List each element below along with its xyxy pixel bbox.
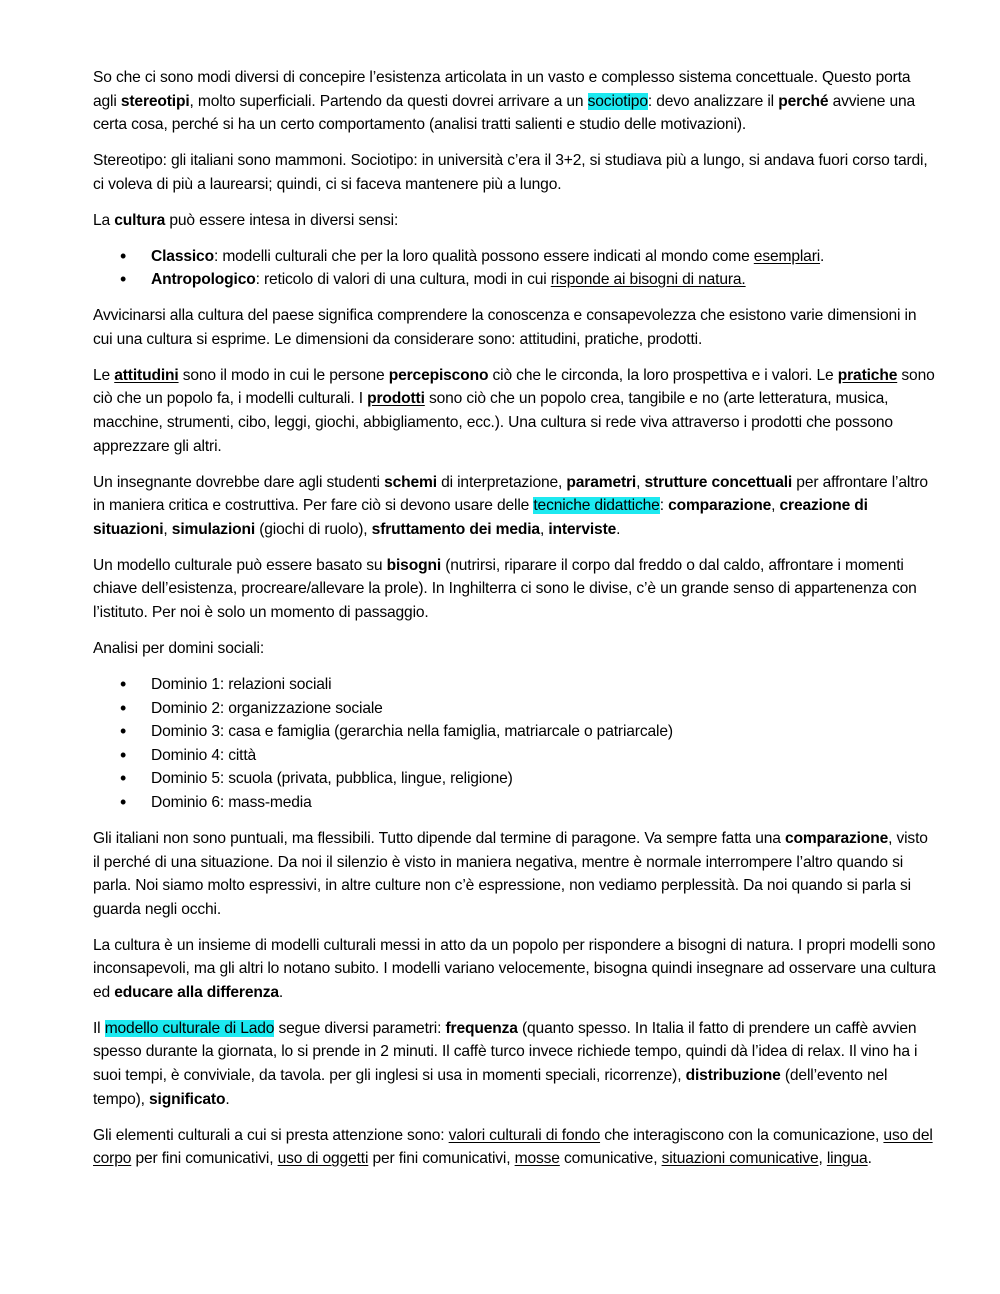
underlined-term: uso del corpo [93,1126,933,1168]
text-run: , [636,473,645,491]
text-run: , molto superficiali. Partendo da questi dovrei arrivare a un [189,92,588,110]
bold-term: sfruttamento dei media [371,520,540,538]
list-item [93,697,938,721]
highlighted-term: sociotipo [587,92,648,110]
paragraph-modello-bisogni [93,554,938,625]
text-run: avviene una certa cosa, perché si ha un certo comportamento (analisi tratti salienti e studio delle motivazioni). [93,92,916,134]
list-item [93,245,938,269]
bold-term: distribuzione [685,1067,781,1085]
text-run: (nutrirsi, riparare il corpo dal freddo o dal caldo, affrontare i momenti chiave dell’esistenza, procreare/allevare la prole). In Inghilterra ci sono le divise, c’è un grande senso di appartenenza con l’istituto. Per noi è solo un momento di passaggio. [93,556,917,622]
bold-term: significato [149,1090,226,1108]
text-run: : [659,497,669,515]
bold-term: creazione di situazioni [93,497,868,538]
paragraph-modello-lado [93,1017,938,1111]
text-run: , [818,1150,827,1168]
bold-term: percepiscono [388,366,489,384]
text-run: per fini comunicativi, [368,1150,515,1168]
text-run: di interpretazione, [436,473,567,491]
bold-term: educare alla differenza [114,983,279,1001]
underlined-term: risponde ai bisogni di natura. [550,271,746,289]
bold-term: comparazione [668,497,772,515]
paragraph-cultura-insieme [93,934,938,1005]
text-run: Le [93,366,115,384]
text-run: può essere intesa in diversi sensi: [165,211,399,229]
underlined-term: valori culturali di fondo [448,1126,601,1144]
text-run: Un modello culturale può essere basato su [93,556,387,574]
highlighted-term: tecniche didattiche [533,497,660,515]
text-run: sono ciò che un popolo crea, tangibile e no (arte letteratura, musica, macchine, strumenti, cibo, leggi, giochi, abbigliamento, ecc.). Una cultura si rede viva attraverso i prodotti che possono apprezzare gli altri. [93,390,893,455]
text-run: , [539,520,549,538]
text-run: Gli italiani non sono puntuali, ma flessibili. Tutto dipende dal termine di paragone. Va sempre fatta una [93,829,786,847]
text-run: Gli elementi culturali a cui si presta attenzione sono: [93,1126,449,1144]
list-item [93,767,938,791]
bold-term: pratiche [837,366,898,384]
bold-term: Antropologico [151,271,256,289]
text-run: (dell’evento nel tempo), [93,1067,888,1108]
bold-term: prodotti [367,390,425,408]
text-run: ciò che le circonda, la loro prospettiva e i valori. Le [488,366,838,384]
highlighted-term: modello culturale di Lado [104,1019,275,1037]
text-run: : modelli culturali che per la loro qualità possono essere indicati al mondo come [213,247,754,265]
bold-term: Classico [151,247,214,265]
list-item [93,673,938,697]
text-run: , [771,497,780,515]
bold-term: schemi [384,473,437,491]
paragraph-italiani [93,827,938,921]
text-run: Il [93,1019,105,1037]
text-run: per fini comunicativi, [131,1150,278,1168]
bold-term: comparazione [785,829,889,847]
document-page [93,66,938,1183]
text-run: Dominio 3: casa e famiglia (gerarchia nella famiglia, matriarcale o patriarcale) [151,723,673,741]
text-run: . [278,983,284,1001]
text-run: La cultura è un insieme di modelli culturali messi in atto da un popolo per rispondere a bisogni di natura. I propri modelli sono inconsapevoli, ma gli altri lo notano subito. I modelli variano velocemente, bisogna quindi insegnare ad osservare una cultura ed [93,936,936,1001]
bold-term: frequenza [445,1019,518,1037]
underlined-term: esemplari [753,247,821,265]
underlined-term: uso di oggetti [277,1150,369,1168]
text-run: . [616,520,621,538]
list-item [93,720,938,744]
paragraph-elementi-culturali [93,1124,938,1171]
text-run: Dominio 5: scuola (privata, pubblica, lingue, religione) [151,770,513,788]
paragraph-analisi-domini [93,637,938,661]
bold-term: perché [778,92,829,110]
paragraph-attitudini-pratiche-prodotti [93,364,938,458]
text-run: La [93,211,115,229]
text-run: che interagiscono con la comunicazione, [600,1126,884,1144]
text-run: , visto il perché di una situazione. Da noi il silenzio è visto in maniera negativa, mentre è normale interrompere l’altro quando si parla. Noi siamo molto espressivi, in altre culture non c’è espressione, non vediamo perplessità. Da noi quando si parla si guarda negli occhi. [93,829,928,918]
text-run: comunicative, [559,1150,662,1168]
text-run: Analisi per domini sociali: [93,640,265,657]
text-run: (giochi di ruolo), [255,520,372,538]
text-run: sono ciò che un popolo fa, i modelli culturali. I [93,366,935,408]
text-run: : devo analizzare il [647,92,779,110]
bold-term: bisogni [386,556,442,574]
paragraph-cultura-sensi [93,209,938,233]
text-run: , [163,520,172,538]
text-run: per affrontare l’altro in maniera critica e costruttiva. Per fare ciò si devono usare delle [93,473,928,515]
list-item [93,791,938,815]
underlined-term: situazioni comunicative [661,1150,819,1168]
text-run: . [867,1150,872,1168]
list-item [93,744,938,768]
text-run: Dominio 4: città [151,746,257,764]
bold-term: interviste [548,520,617,538]
text-run: Dominio 2: organizzazione sociale [151,699,383,717]
paragraph-stereotipi [93,66,938,137]
list-domini-sociali [93,673,938,815]
text-run: sono il modo in cui le persone [178,366,389,384]
paragraph-stereotipo-esempio [93,149,938,196]
text-run: : reticolo di valori di una cultura, modi in cui [255,271,551,289]
text-run: segue diversi parametri: [274,1019,446,1037]
text-run: (quanto spesso. In Italia il fatto di prendere un caffè avvien spesso durante la giornata, lo si prende in 2 minuti. Il caffè turco invece richiede tempo, quindi dà l’idea di relax. Il vino ha i suoi tempi, è conviviale, da tavola. per gli inglesi si usa in momenti speciali, ricorrenze), [93,1019,918,1085]
list-cultura-sensi [93,245,938,292]
bold-term: simulazioni [171,520,256,538]
underlined-term: lingua [826,1150,868,1168]
bold-term: strutture concettuali [644,473,793,491]
text-run: So che ci sono modi diversi di concepire l’esistenza articolata in un vasto e complesso sistema concettuale. Questo porta agli [93,69,911,110]
text-run: . [820,247,825,265]
text-run: . [225,1090,230,1108]
text-run: Dominio 1: relazioni sociali [151,675,332,693]
bold-term: attitudini [114,366,179,384]
list-item [93,268,938,292]
bold-term: stereotipi [120,92,190,110]
text-run: Stereotipo: gli italiani sono mammoni. Sociotipo: in università c’era il 3+2, si studiava più a lungo, si andava fuori corso tardi, ci voleva di più a laurearsi; quindi, ci si faceva mantenere più a lungo. [93,152,928,193]
text-run: Un insegnante dovrebbe dare agli studenti [93,473,385,491]
text-run: Dominio 6: mass-media [151,793,312,811]
paragraph-insegnante [93,471,938,542]
paragraph-dimensioni [93,304,938,351]
bold-term: parametri [566,473,637,491]
text-run: Avvicinarsi alla cultura del paese significa comprendere la conoscenza e consapevolezza che esistono varie dimensioni in cui una cultura si esprime. Le dimensioni da considerare sono: attitudini, pratiche, prodotti. [93,307,917,348]
bold-term: cultura [114,211,166,229]
underlined-term: mosse [514,1150,560,1168]
